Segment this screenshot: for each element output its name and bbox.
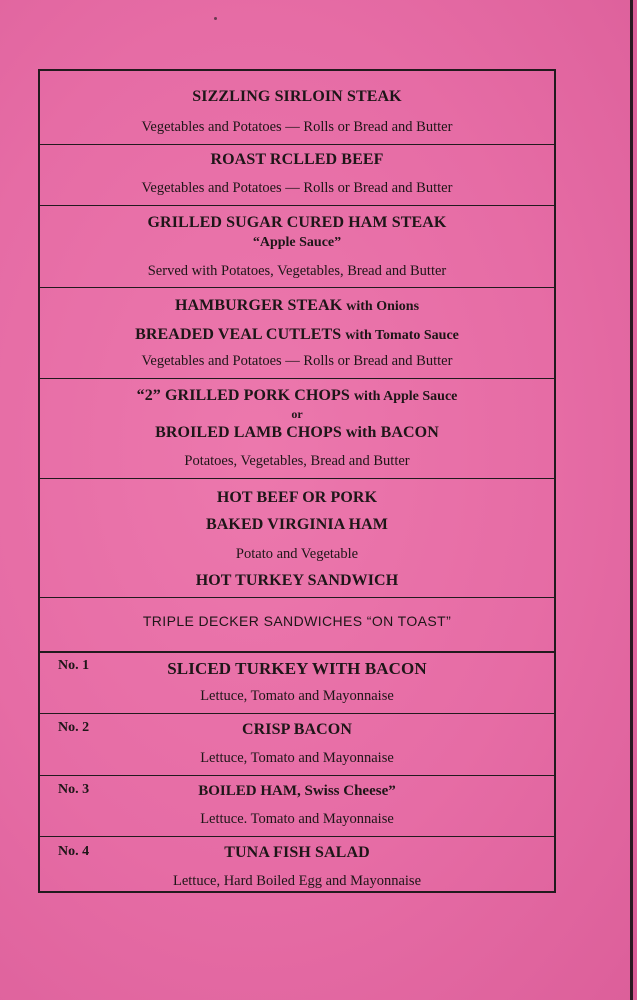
menu-frame [38,69,556,893]
item-description: Served with Potatoes, Vegetables, Bread and Butter [147,263,447,279]
menu-item-ham-steak [40,205,554,288]
sandwich-heading: TRIPLE DECKER SANDWICHES “ON TOAST” [142,613,452,629]
item-title-main: HAMBURGER STEAK [174,297,343,314]
sandwich-item [40,775,554,837]
menu-item-chops [40,378,554,479]
sandwich-title: SLICED TURKEY WITH BACON [167,659,427,678]
item-title-main: BROILED LAMB CHOPS [155,424,342,441]
item-title-veal [40,326,554,344]
item-description: Potatoes, Vegetables, Bread and Butter [184,453,410,469]
sandwich-title: BOILED HAM, Swiss Cheese” [198,783,396,799]
item-title-accompaniment: with Tomato Sauce [345,328,459,343]
sandwich-item [40,713,554,776]
item-subtitle: “Apple Sauce” [252,235,342,250]
sandwich-item [40,836,554,893]
item-title-pork-chops [40,387,554,405]
sandwich-description: Lettuce, Tomato and Mayonnaise [200,688,394,704]
item-title-hot-beef: HOT BEEF OR PORK [216,489,378,506]
item-title: ROAST RCLLED BEEF [210,151,384,168]
item-title-virginia-ham: BAKED VIRGINIA HAM [206,516,388,533]
paper-speck [214,17,217,20]
menu-item-sirloin [40,71,554,145]
menu-item-hot-plates [40,478,554,598]
item-title-main: BREADED VEAL CUTLETS [135,326,342,343]
item-title-accompaniment: with BACON [345,424,439,441]
item-title-main: “2” GRILLED PORK CHOPS [136,387,350,404]
item-title-accompaniment: with Onions [346,299,420,314]
item-description: Potato and Vegetable [235,546,359,562]
sandwich-item [40,651,554,714]
page-spine-edge [630,0,633,1000]
item-description: Vegetables and Potatoes — Rolls or Bread and Butter [141,119,453,135]
sandwich-title: CRISP BACON [241,721,352,738]
sandwich-heading-section [40,597,554,653]
item-title-lamb-chops [40,424,554,442]
item-description: Vegetables and Potatoes — Rolls or Bread and Butter [141,353,453,369]
sandwich-number: No. 1 [58,658,90,673]
item-title: SIZZLING SIRLOIN STEAK [192,88,402,105]
sandwich-number: No. 3 [58,782,90,797]
item-title-hamburger [40,297,554,315]
sandwich-description: Lettuce. Tomato and Mayonnaise [200,811,394,827]
item-title: GRILLED SUGAR CURED HAM STEAK [147,214,447,231]
sandwich-description: Lettuce, Hard Boiled Egg and Mayonnaise [172,873,422,889]
sandwich-number: No. 2 [58,720,90,735]
item-title-hot-turkey: HOT TURKEY SANDWICH [195,572,399,589]
menu-item-hamburger-veal [40,287,554,379]
item-description: Vegetables and Potatoes — Rolls or Bread and Butter [141,180,453,196]
menu-item-roast-beef [40,144,554,206]
sandwich-number: No. 4 [58,844,90,859]
sandwich-description: Lettuce, Tomato and Mayonnaise [200,750,394,766]
item-or: or [291,407,303,421]
sandwich-title: TUNA FISH SALAD [224,844,370,861]
item-title-accompaniment: with Apple Sauce [353,389,458,404]
